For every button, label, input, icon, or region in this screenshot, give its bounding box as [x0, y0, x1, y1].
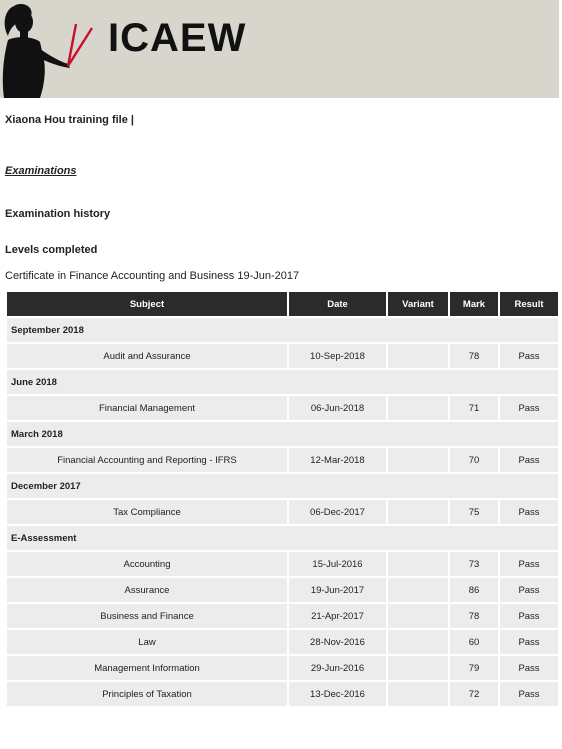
group-header-row: [7, 526, 558, 550]
table-row: [7, 578, 558, 602]
group-name: March 2018: [7, 422, 558, 446]
cell-date: 28-Nov-2016: [289, 630, 386, 654]
cell-mark: 60: [450, 630, 498, 654]
icaew-logo-text: ICAEW: [108, 16, 247, 60]
cell-mark: 78: [450, 344, 498, 368]
cell-mark: 75: [450, 500, 498, 524]
cell-date: 19-Jun-2017: [289, 578, 386, 602]
exam-results-table: [5, 290, 560, 708]
examination-history-heading: Examination history: [5, 208, 111, 220]
cell-result: Pass: [500, 604, 558, 628]
table-row: [7, 552, 558, 576]
cell-result: Pass: [500, 344, 558, 368]
cell-result: Pass: [500, 396, 558, 420]
group-name: E-Assessment: [7, 526, 558, 550]
cell-subject: Financial Accounting and Reporting - IFRS: [7, 448, 287, 472]
cell-variant: [388, 500, 448, 524]
cell-mark: 86: [450, 578, 498, 602]
cell-subject: Law: [7, 630, 287, 654]
cell-result: Pass: [500, 448, 558, 472]
cell-variant: [388, 630, 448, 654]
table-row: [7, 656, 558, 680]
levels-completed-heading: Levels completed: [5, 244, 98, 256]
header-banner: [0, 0, 559, 98]
cell-result: Pass: [500, 682, 558, 706]
cell-result: Pass: [500, 656, 558, 680]
group-header-row: [7, 370, 558, 394]
cell-date: 15-Jul-2016: [289, 552, 386, 576]
group-name: December 2017: [7, 474, 558, 498]
cell-date: 06-Dec-2017: [289, 500, 386, 524]
table-row: [7, 604, 558, 628]
cell-date: 29-Jun-2016: [289, 656, 386, 680]
group-header-row: [7, 474, 558, 498]
column-header-variant: Variant: [388, 292, 448, 316]
cell-date: 10-Sep-2018: [289, 344, 386, 368]
cell-mark: 71: [450, 396, 498, 420]
cell-subject: Principles of Taxation: [7, 682, 287, 706]
group-name: September 2018: [7, 318, 558, 342]
cell-result: Pass: [500, 578, 558, 602]
cell-mark: 72: [450, 682, 498, 706]
cell-variant: [388, 344, 448, 368]
column-header-mark: Mark: [450, 292, 498, 316]
cell-variant: [388, 396, 448, 420]
cell-result: Pass: [500, 500, 558, 524]
certificate-line: Certificate in Finance Accounting and Business 19-Jun-2017: [5, 270, 300, 282]
group-name: June 2018: [7, 370, 558, 394]
cell-mark: 73: [450, 552, 498, 576]
cell-subject: Assurance: [7, 578, 287, 602]
table-row: [7, 344, 558, 368]
cell-subject: Audit and Assurance: [7, 344, 287, 368]
cell-subject: Financial Management: [7, 396, 287, 420]
table-header-row: [7, 292, 558, 316]
training-file-title: Xiaona Hou training file |: [5, 114, 134, 126]
cell-mark: 79: [450, 656, 498, 680]
cell-subject: Management Information: [7, 656, 287, 680]
table-row: [7, 630, 558, 654]
cell-subject: Tax Compliance: [7, 500, 287, 524]
cell-variant: [388, 656, 448, 680]
table-body: [7, 318, 558, 706]
cell-variant: [388, 604, 448, 628]
cell-variant: [388, 578, 448, 602]
cell-mark: 78: [450, 604, 498, 628]
column-header-date: Date: [289, 292, 386, 316]
cell-date: 13-Dec-2016: [289, 682, 386, 706]
cell-mark: 70: [450, 448, 498, 472]
group-header-row: [7, 318, 558, 342]
cell-variant: [388, 682, 448, 706]
cell-result: Pass: [500, 552, 558, 576]
cell-date: 21-Apr-2017: [289, 604, 386, 628]
woman-silhouette-logo-icon: [0, 0, 110, 98]
table-row: [7, 448, 558, 472]
cell-date: 06-Jun-2018: [289, 396, 386, 420]
table-row: [7, 500, 558, 524]
cell-subject: Business and Finance: [7, 604, 287, 628]
table-row: [7, 396, 558, 420]
cell-variant: [388, 552, 448, 576]
cell-result: Pass: [500, 630, 558, 654]
column-header-subject: Subject: [7, 292, 287, 316]
table-row: [7, 682, 558, 706]
cell-variant: [388, 448, 448, 472]
cell-date: 12-Mar-2018: [289, 448, 386, 472]
column-header-result: Result: [500, 292, 558, 316]
group-header-row: [7, 422, 558, 446]
examinations-link[interactable]: Examinations: [5, 165, 77, 177]
cell-subject: Accounting: [7, 552, 287, 576]
